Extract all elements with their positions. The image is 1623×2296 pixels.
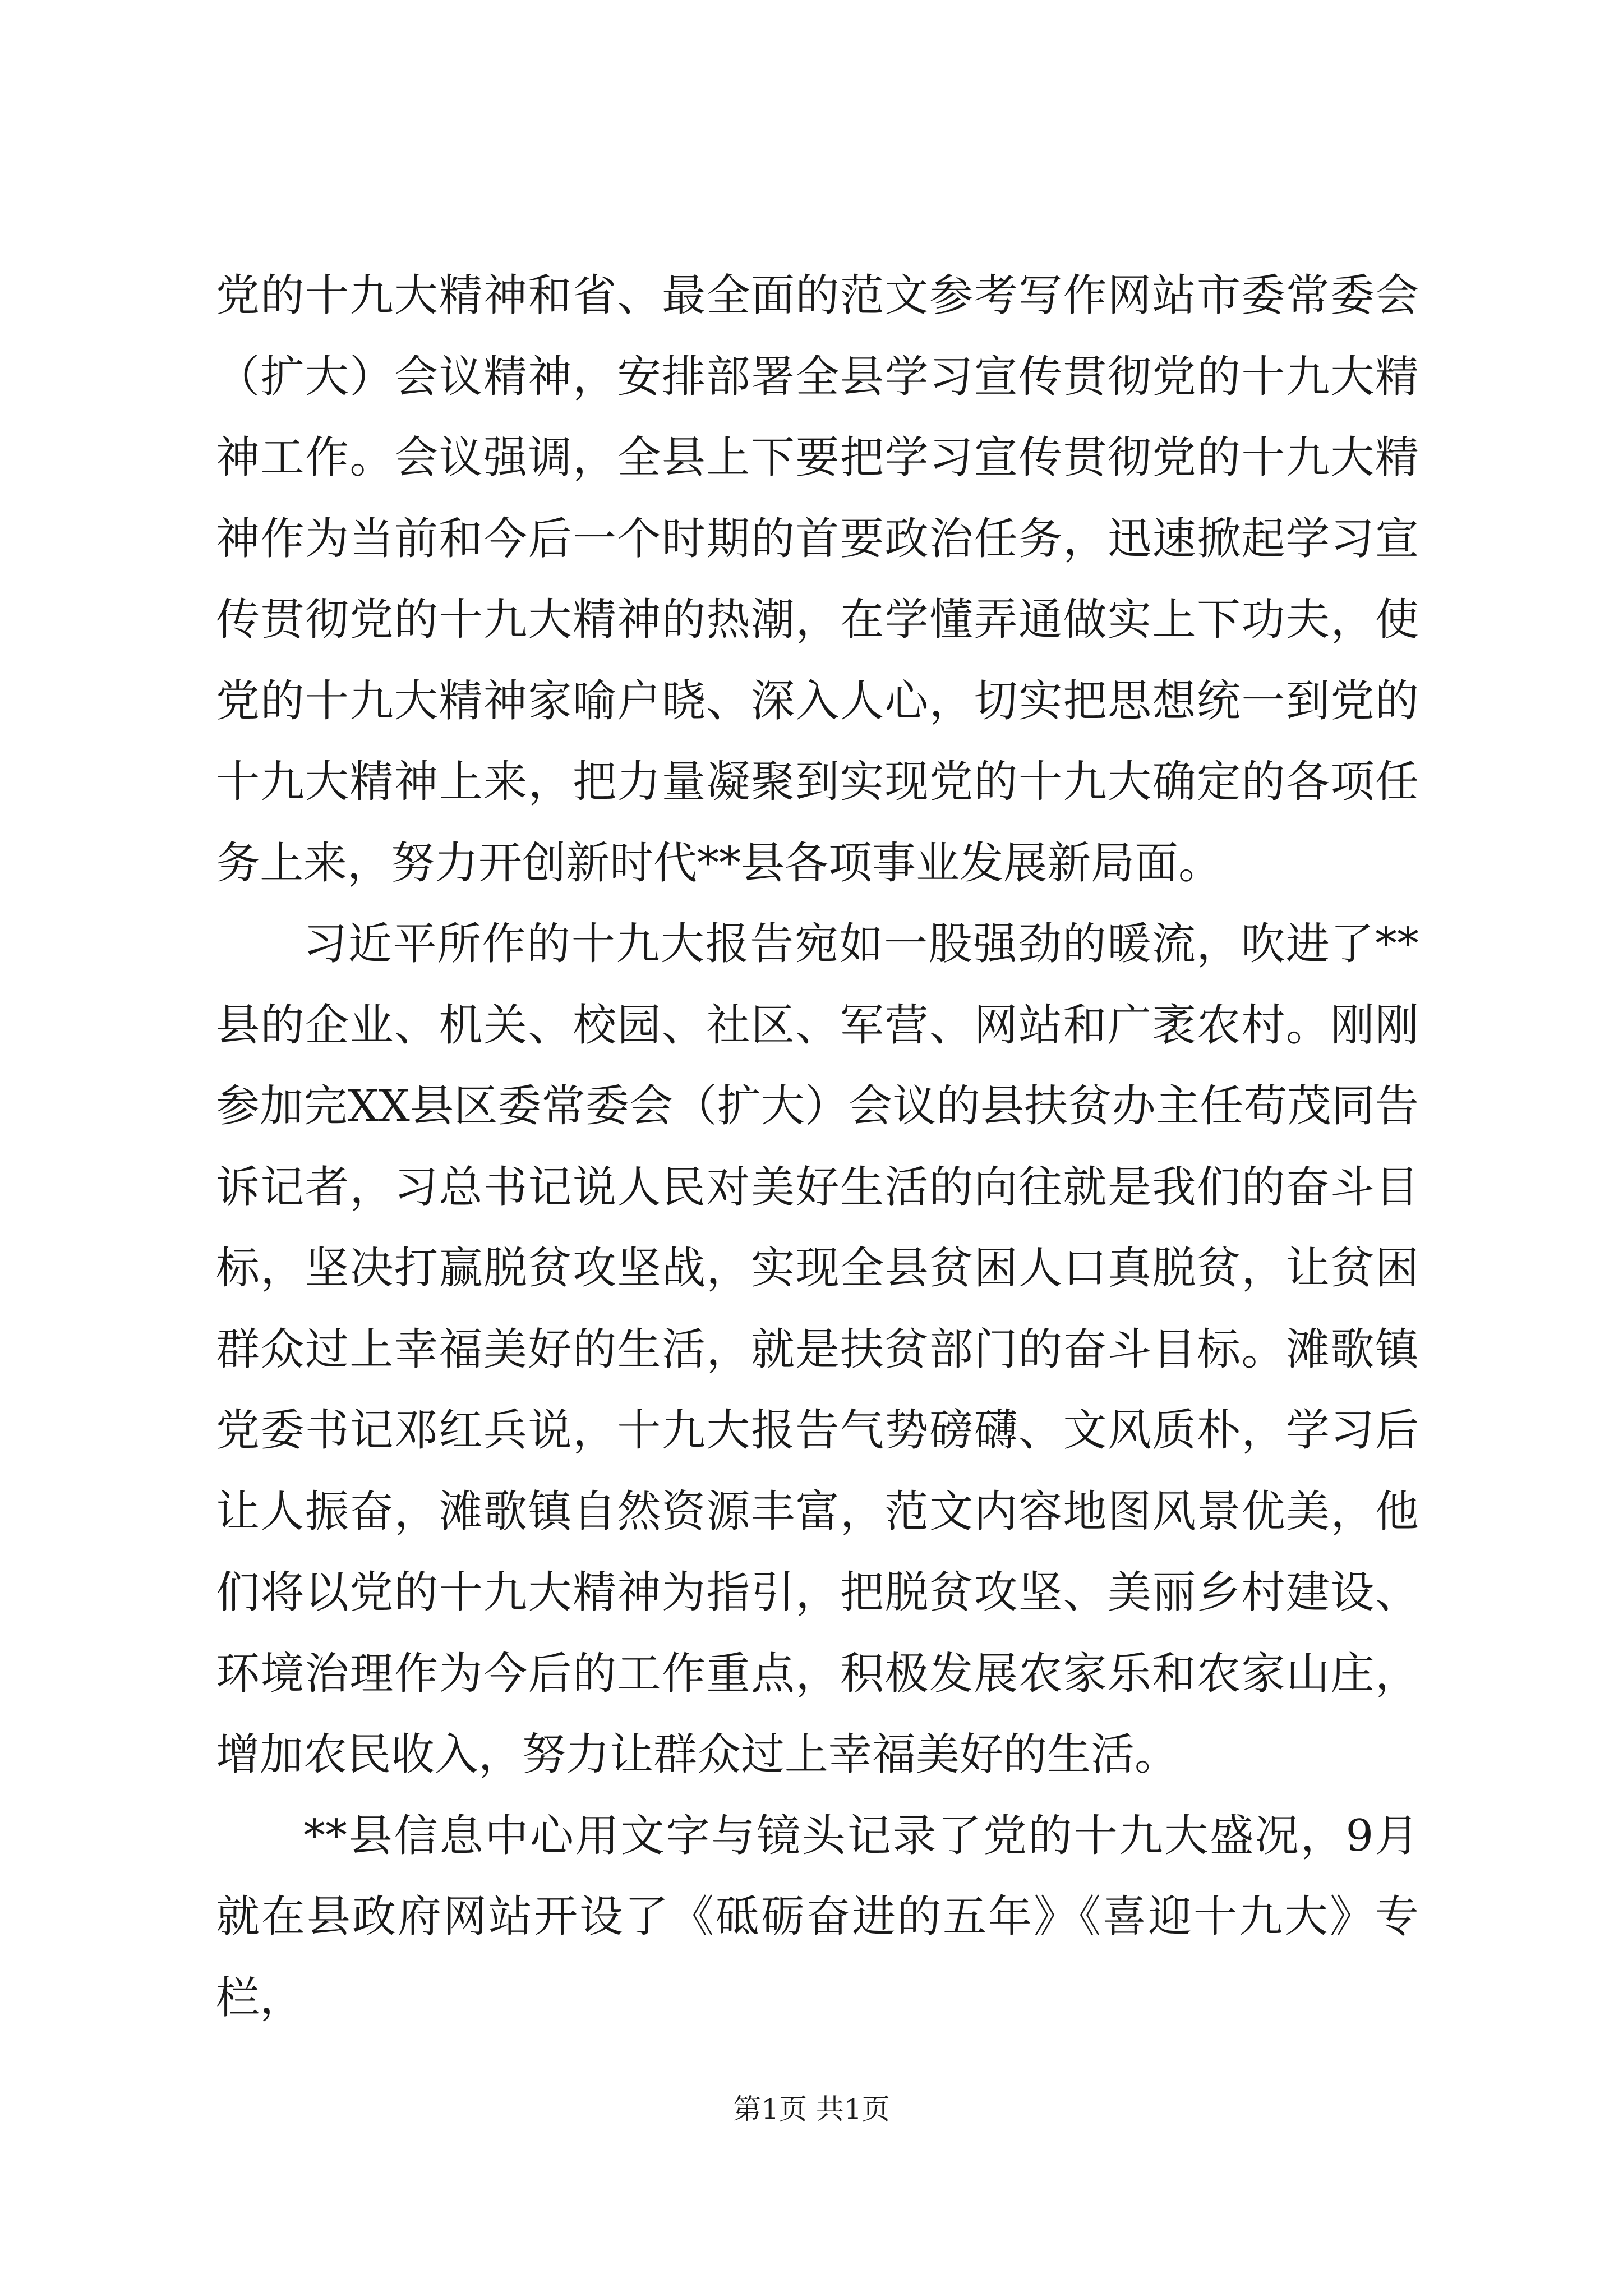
page-footer: 第1页 共1页	[733, 2093, 890, 2125]
document-body	[216, 255, 1419, 2039]
paragraph-2: 习近平所作的十九大报告宛如一股强劲的暖流，吹进了**县的企业、机关、校园、社区、军营、网站和广袤农村。刚刚参加完XX县区委常委会（扩大）会议的县扶贫办主任苟茂同告诉记者，习总书记说人民对美好生活的向往就是我们的奋斗目标，坚决打赢脱贫攻坚战，实现全县贫困人口真脱贫，让贫困群众过上幸福美好的生活，就是扶贫部门的奋斗目标。滩歌镇党委书记邓红兵说，十九大报告气势磅礴、文风质朴，学习后让人振奋，滩歌镇自然资源丰富，范文内容地图风景优美，他们将以党的十九大精神为指引，把脱贫攻坚、美丽乡村建设、环境治理作为今后的工作重点，积极发展农家乐和农家山庄，增加农民收入，努力让群众过上幸福美好的生活。	[216, 919, 1419, 1780]
paragraph-1: 党的十九大精神和省、最全面的范文参考写作网站市委常委会（扩大）会议精神，安排部署全县学习宣传贯彻党的十九大精神工作。会议强调，全县上下要把学习宣传贯彻党的十九大精神作为当前和今后一个时期的首要政治任务，迅速掀起学习宣传贯彻党的十九大精神的热潮，在学懂弄通做实上下功夫，使党的十九大精神家喻户晓、深入人心，切实把思想统一到党的十九大精神上来，把力量凝聚到实现党的十九大确定的各项任务上来，努力开创新时代**县各项事业发展新局面。	[216, 270, 1419, 889]
paragraph-3: **县信息中心用文字与镜头记录了党的十九大盛况，9月就在县政府网站开设了《砥砺奋进的五年》《喜迎十九大》专栏，	[216, 1810, 1419, 2023]
